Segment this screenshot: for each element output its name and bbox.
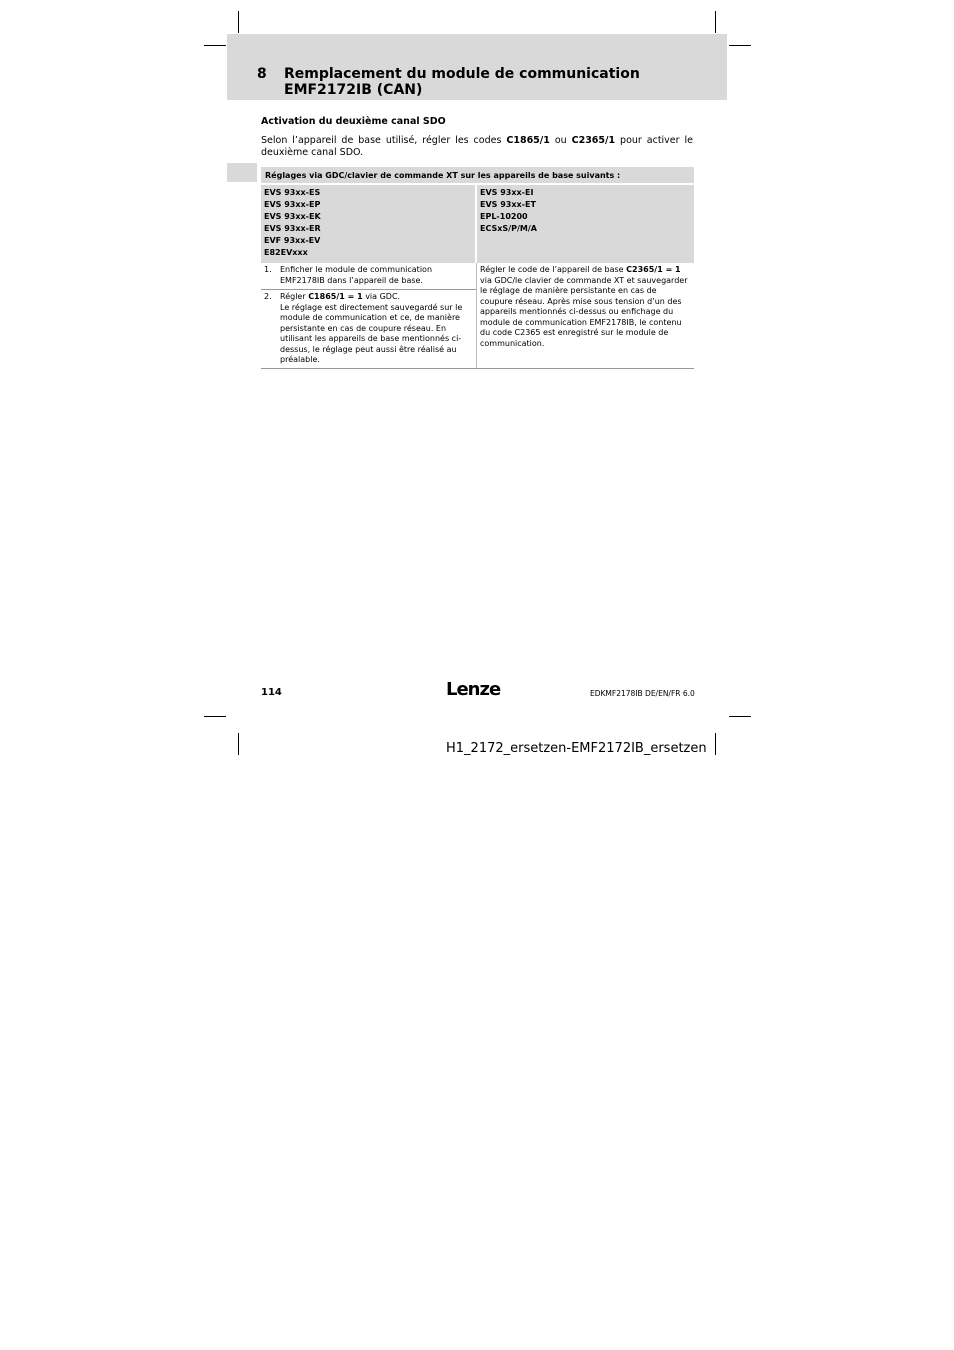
- crop-mark: [238, 11, 239, 33]
- steps-left: [261, 263, 477, 368]
- settings-table: [261, 167, 694, 369]
- instructions-right: Régler le code de l’appareil de base C2365/1 = 1 via GDC/le clavier de commande XT et sauvegarder le réglage de manière persistante en cas de coupure réseau. Après mise sous tension d’un des appareils mentionnés ci-dessus ou enfichage du module de communication EMF2178IB, le contenu du code C2365 est enregistré sur le module de communication.: [480, 265, 688, 348]
- device-list-left: [261, 185, 477, 263]
- crop-mark: [729, 45, 751, 46]
- crop-mark: [729, 716, 751, 717]
- device-item: EPL-10200: [480, 212, 528, 221]
- device-list-right: [477, 185, 694, 263]
- device-item: EVS 93xx-ER: [264, 224, 321, 233]
- chapter-number: 8: [257, 66, 267, 82]
- document-reference: EDKMF2178IB DE/EN/FR 6.0: [590, 689, 695, 698]
- device-item: EVS 93xx-EI: [480, 188, 534, 197]
- instructions-row: [261, 263, 694, 369]
- side-marker: [227, 163, 257, 182]
- device-item: E82EVxxx: [264, 248, 308, 257]
- chapter-title: Remplacement du module de communication EMF2172IB (CAN): [284, 66, 640, 98]
- code-c1865: C1865/1: [506, 135, 550, 146]
- device-row: [261, 185, 694, 263]
- device-item: ECSxS/P/M/A: [480, 224, 537, 233]
- device-item: EVS 93xx-EK: [264, 212, 321, 221]
- device-item: EVS 93xx-EP: [264, 200, 321, 209]
- crop-mark: [204, 716, 226, 717]
- lenze-logo: Lenze: [446, 679, 501, 700]
- step-1: 1. Enficher le module de communication EMF2178IB dans l’appareil de base.: [261, 263, 476, 290]
- section-heading: Activation du deuxième canal SDO: [261, 116, 446, 127]
- page-number: 114: [261, 687, 282, 698]
- intro-paragraph: Selon l’appareil de base utilisé, régler les codes C1865/1 ou C2365/1 pour activer le deuxième canal SDO.: [261, 135, 693, 158]
- crop-mark: [204, 45, 226, 46]
- device-item: EVF 93xx-EV: [264, 236, 321, 245]
- table-header: Réglages via GDC/clavier de commande XT sur les appareils de base suivants :: [261, 167, 694, 185]
- step2-code: C1865/1 = 1: [308, 292, 363, 301]
- crop-mark: [238, 733, 239, 755]
- file-slug: H1_2172_ersetzen-EMF2172IB_ersetzen: [446, 741, 707, 756]
- crop-mark: [715, 11, 716, 33]
- right-code: C2365/1 = 1: [626, 265, 681, 274]
- crop-mark: [715, 733, 716, 755]
- step-2: 2. Régler C1865/1 = 1 via GDC. Le réglage est directement sauvegardé sur le module de communication et ce, de manière persistante en cas de coupure réseau. En utilisant les appareils de base mentionnés ci-dessus, le réglage peut aussi être réalisé au préalable.: [264, 292, 463, 364]
- code-c2365: C2365/1: [571, 135, 616, 146]
- device-item: EVS 93xx-ET: [480, 200, 536, 209]
- device-item: EVS 93xx-ES: [264, 188, 321, 197]
